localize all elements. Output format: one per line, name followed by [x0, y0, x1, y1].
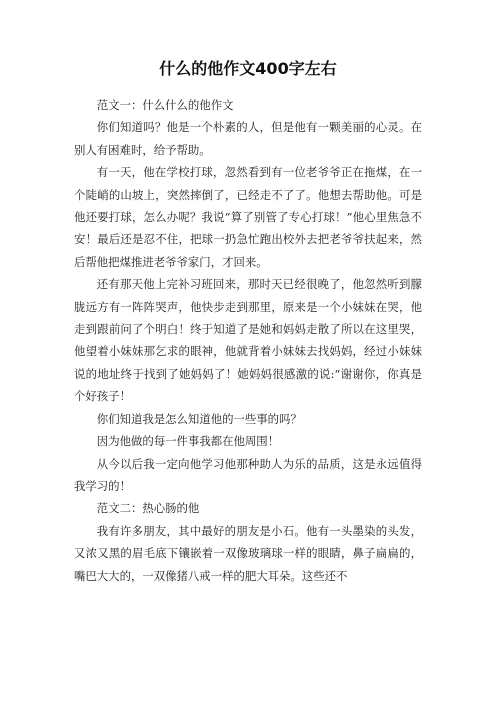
paragraph: 有一天，他在学校打球，忽然看到有一位老爷爷正在拖煤，在一个陡峭的山坡上，突然摔倒了，已经走不了了。他想去帮助他。可是他还要打球，怎么办呢？我说“算了别管了专心打球！”他心里焦急不安！最后还是忍不住，把球一扔急忙跑出校外去把老爷爷扶起来，然后帮他把煤推进老爷爷家门，才回来。: [74, 165, 422, 269]
paragraph: 你们知道吗？他是一个朴素的人，但是他有一颗美丽的心灵。在别人有困难时，给予帮助。: [74, 120, 422, 157]
paragraph: 我有许多朋友，其中最好的朋友是小石。他有一头墨染的头发，又浓又黑的眉毛底下镶嵌着一双像玻璃球一样的眼睛，鼻子扁扁的，嘴巴大大的，一双像猪八戒一样的肥大耳朵。这些还不: [74, 523, 422, 583]
paragraph: 还有那天他上完补习班回来，那时天已经很晚了，他忽然听到朦胧远方有一阵阵哭声，他快步走到那里，原来是一个小妹妹在哭，他走到跟前问了个明白！终于知道了是她和妈妈走散了所以在这里哭，他望着小妹妹那乞求的眼神，他就背着小妹妹去找妈妈，经过小妹妹说的地址终于找到了她妈妈了！她妈妈很感激的说:“谢谢你，你真是个好孩子！: [74, 277, 422, 404]
paragraph: 因为他做的每一件事我都在他周围！: [96, 434, 280, 449]
document-title: 什么的他作文400字左右: [159, 59, 337, 78]
paragraph: 从今以后我一定向他学习他那种助人为乐的品质，这是永远值得我学习的！: [74, 456, 422, 493]
paragraph: 你们知道我是怎么知道他的一些事的吗？: [96, 411, 302, 426]
paragraph: 范文一：什么什么的他作文: [96, 98, 234, 112]
paragraph: 范文二：热心肠的他: [96, 501, 200, 516]
document-body: [74, 94, 422, 587]
